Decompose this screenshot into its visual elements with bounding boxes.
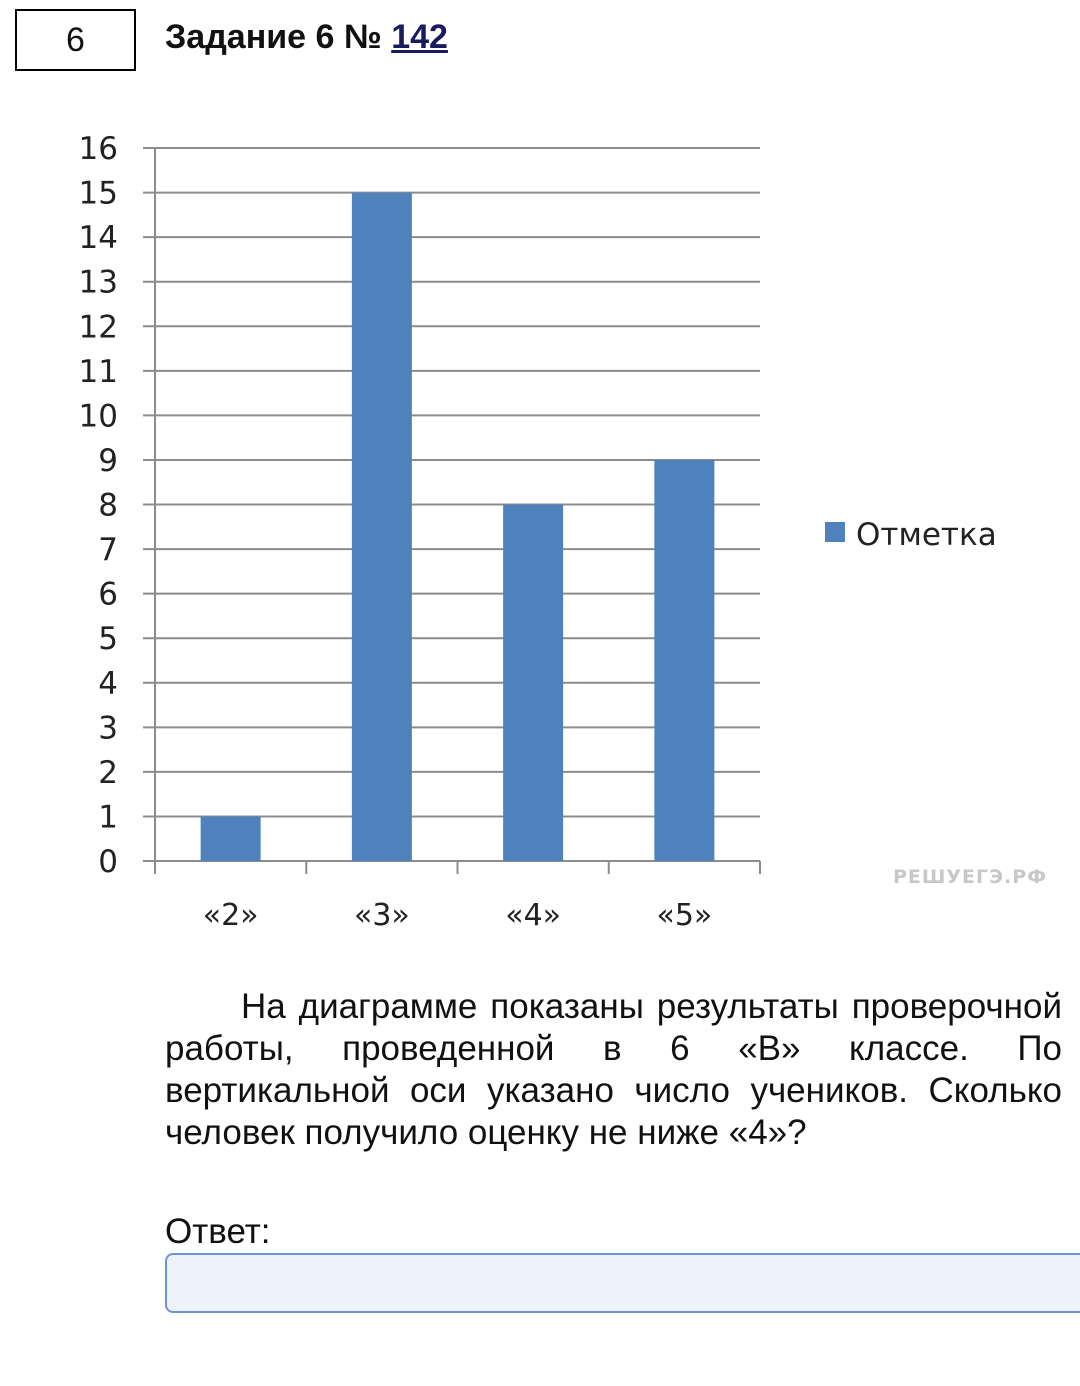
legend-label: Отметка [856, 517, 997, 553]
task-number: 6 [66, 20, 85, 59]
y-tick-label: 9 [98, 442, 118, 479]
answer-input[interactable] [165, 1253, 1080, 1313]
task-title-prefix: Задание 6 № [165, 18, 382, 56]
y-tick-label: 11 [78, 353, 118, 390]
y-tick-label: 0 [98, 844, 118, 880]
y-tick-label: 6 [98, 576, 118, 613]
x-category-label: «5» [656, 898, 713, 933]
y-tick-label: 4 [98, 665, 118, 702]
bar-chart [0, 120, 1080, 940]
y-tick-label: 2 [98, 754, 118, 791]
answer-label: Ответ: [165, 1212, 271, 1251]
y-tick-label: 15 [78, 175, 118, 212]
y-tick-label: 3 [98, 710, 118, 747]
y-tick-label: 1 [98, 799, 118, 836]
task-title [165, 18, 448, 57]
x-category-label: «2» [202, 898, 259, 933]
watermark: РЕШУЕГЭ.РФ [893, 866, 1048, 888]
task-number-box [15, 9, 136, 71]
y-tick-label: 5 [98, 621, 118, 658]
y-tick-label: 14 [78, 220, 118, 257]
y-tick-label: 10 [78, 398, 118, 435]
bar-2 [352, 193, 412, 861]
bar-3 [503, 505, 563, 862]
question-text: На диаграмме показаны результаты проверочной работы, проведенной в 6 «В» классе. По вертикальной оси указано число учеников. Сколько человек получило оценку не ниже «4»? [165, 987, 1062, 1152]
x-category-label: «4» [505, 898, 562, 933]
bar-4 [654, 460, 714, 861]
x-category-label: «3» [353, 898, 410, 933]
y-tick-label: 16 [78, 131, 118, 167]
y-tick-label: 12 [78, 309, 118, 346]
y-tick-label: 8 [98, 487, 118, 524]
legend-swatch [825, 522, 845, 542]
y-tick-label: 13 [78, 264, 118, 301]
bar-1 [201, 816, 261, 861]
y-tick-label: 7 [98, 532, 118, 569]
task-id-link[interactable]: 142 [391, 18, 448, 56]
